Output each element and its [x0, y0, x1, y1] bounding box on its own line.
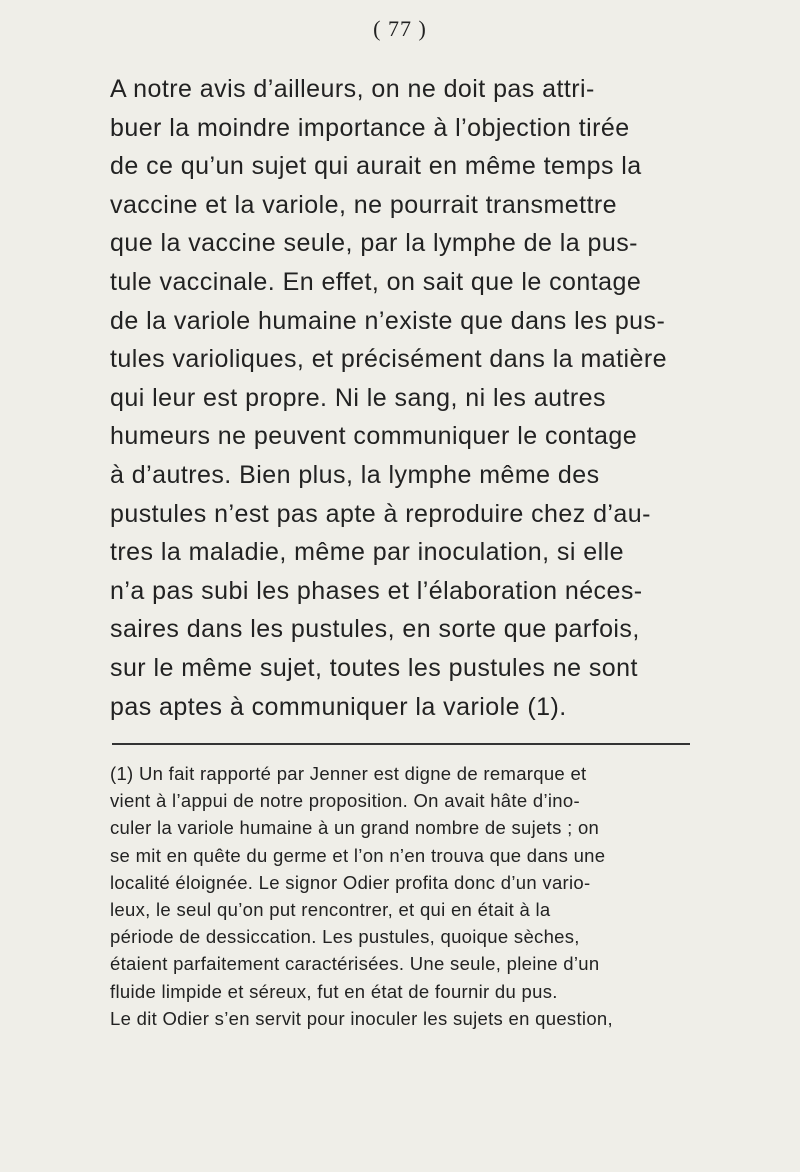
- body-line: de la variole humaine n’existe que dans les pus-: [110, 306, 666, 335]
- footnote-line: période de dessiccation. Les pustules, quoique sèches,: [110, 926, 580, 948]
- footnote-divider: [112, 743, 690, 745]
- footnote-line: localité éloignée. Le signor Odier profita donc d’un vario-: [110, 871, 591, 893]
- body-line: tres la maladie, même par inoculation, si elle: [110, 538, 624, 567]
- body-line: tule vaccinale. En effet, on sait que le contage: [110, 267, 642, 296]
- body-line: pustules n’est pas apte à reproduire chez d’au-: [110, 499, 651, 528]
- body-line: qui leur est propre. Ni le sang, ni les autres: [110, 383, 606, 412]
- footnote-line: Le dit Odier s’en servit pour inoculer les sujets en question,: [110, 1007, 613, 1029]
- page-number: ( 77 ): [373, 16, 427, 41]
- body-line: n’a pas subi les phases et l’élaboration néces-: [110, 576, 643, 605]
- footnote-line: étaient parfaitement caractérisées. Une seule, pleine d’un: [110, 953, 600, 975]
- body-line: tules varioliques, et précisément dans la matière: [110, 345, 668, 374]
- body-line: humeurs ne peuvent communiquer le contage: [110, 422, 638, 451]
- footnote-line: culer la variole humaine à un grand nombre de sujets ; on: [110, 817, 600, 839]
- body-line: saires dans les pustules, en sorte que parfois,: [110, 615, 640, 644]
- footnote: [110, 760, 692, 1032]
- body-line: sur le même sujet, toutes les pustules ne sont: [110, 653, 638, 682]
- body-line: que la vaccine seule, par la lymphe de la pus-: [110, 229, 638, 258]
- footnote-line: se mit en quête du germe et l’on n’en trouva que dans une: [110, 844, 606, 866]
- footnote-line: vient à l’appui de notre proposition. On avait hâte d’ino-: [110, 790, 580, 812]
- body-line: pas aptes à communiquer la variole (1).: [110, 692, 567, 721]
- footnote-line: (1) Un fait rapporté par Jenner est digne de remarque et: [110, 763, 587, 784]
- body-line: à d’autres. Bien plus, la lymphe même des: [110, 460, 600, 489]
- footnote-line: leux, le seul qu’on put rencontrer, et qui en était à la: [110, 899, 551, 921]
- body-line: buer la moindre importance à l’objection tirée: [110, 113, 630, 142]
- body-line: de ce qu’un sujet qui aurait en même temps la: [110, 152, 642, 181]
- footnote-line: fluide limpide et séreux, fut en état de fournir du pus.: [110, 980, 558, 1002]
- body-line: vaccine et la variole, ne pourrait transmettre: [110, 190, 618, 219]
- body-line: A notre avis d’ailleurs, on ne doit pas attri-: [110, 75, 595, 103]
- body-text: [110, 70, 690, 726]
